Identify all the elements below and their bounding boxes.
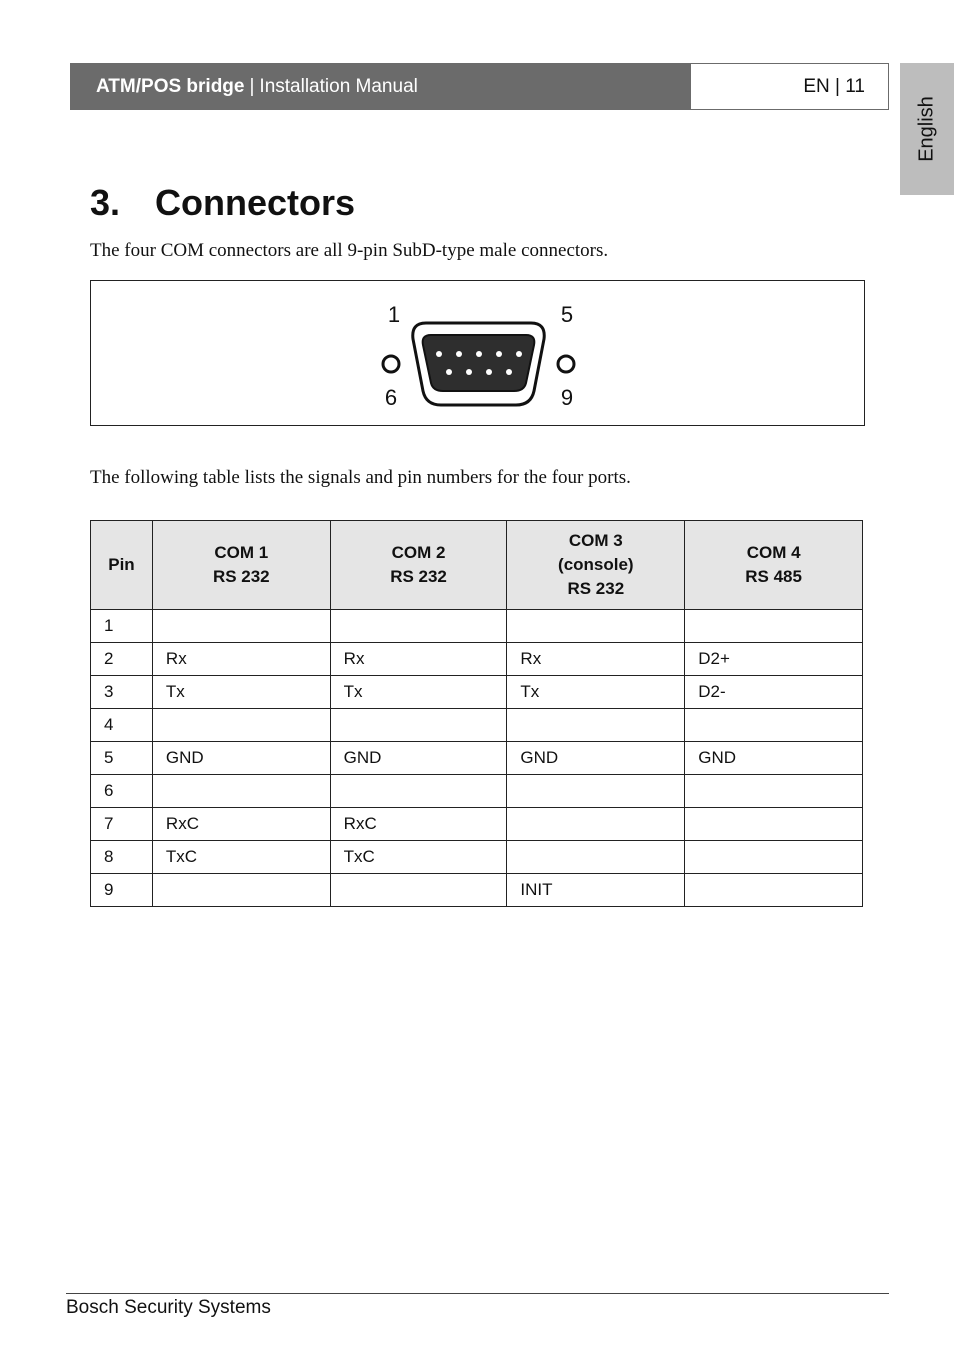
table-cell: D2+ bbox=[685, 643, 863, 676]
table-cell bbox=[507, 841, 685, 874]
table-cell bbox=[685, 709, 863, 742]
table-cell: TxC bbox=[152, 841, 330, 874]
table-cell bbox=[507, 775, 685, 808]
section-title-text: Connectors bbox=[155, 182, 356, 223]
table-cell bbox=[685, 841, 863, 874]
pin-4 bbox=[496, 351, 502, 357]
pin-8 bbox=[486, 369, 492, 375]
header-com1: COM 1 RS 232 bbox=[152, 521, 330, 610]
table-row bbox=[91, 643, 863, 676]
table-row bbox=[91, 709, 863, 742]
table-cell: RxC bbox=[152, 808, 330, 841]
mounting-hole-right bbox=[558, 356, 574, 372]
pin-label-9: 9 bbox=[560, 385, 574, 410]
header-com3: COM 3 (console) RS 232 bbox=[507, 521, 685, 610]
pin-5 bbox=[516, 351, 522, 357]
pin-label-5: 5 bbox=[560, 302, 574, 327]
pin-3 bbox=[476, 351, 482, 357]
page-number bbox=[690, 63, 889, 110]
table-cell bbox=[685, 874, 863, 907]
pin-label-6: 6 bbox=[384, 385, 398, 410]
pin-1 bbox=[436, 351, 442, 357]
pin-6 bbox=[446, 369, 452, 375]
section-title bbox=[90, 182, 355, 224]
table-cell bbox=[152, 709, 330, 742]
table-cell bbox=[685, 808, 863, 841]
header-com2: COM 2 RS 232 bbox=[330, 521, 507, 610]
table-cell: Tx bbox=[507, 676, 685, 709]
table-cell: RxC bbox=[330, 808, 507, 841]
manual-name: Installation Manual bbox=[259, 75, 418, 97]
header-com4: COM 4 RS 485 bbox=[685, 521, 863, 610]
mounting-hole-left bbox=[383, 356, 399, 372]
pin-label-1: 1 bbox=[387, 302, 401, 327]
table-cell: 1 bbox=[91, 610, 153, 643]
table-cell: GND bbox=[507, 742, 685, 775]
table-row bbox=[91, 874, 863, 907]
table-cell bbox=[685, 775, 863, 808]
table-row bbox=[91, 775, 863, 808]
footer-company: Bosch Security Systems bbox=[66, 1297, 271, 1318]
table-row bbox=[91, 808, 863, 841]
table-cell: Rx bbox=[330, 643, 507, 676]
table-cell bbox=[152, 610, 330, 643]
table-cell: 2 bbox=[91, 643, 153, 676]
connector-figure bbox=[90, 280, 865, 426]
table-cell: TxC bbox=[330, 841, 507, 874]
table-cell bbox=[507, 808, 685, 841]
table-cell bbox=[507, 709, 685, 742]
table-cell: 7 bbox=[91, 808, 153, 841]
table-cell: 8 bbox=[91, 841, 153, 874]
language-tab bbox=[900, 63, 954, 195]
table-cell: 9 bbox=[91, 874, 153, 907]
table-cell bbox=[330, 775, 507, 808]
table-cell bbox=[507, 610, 685, 643]
table-cell bbox=[330, 709, 507, 742]
db9-connector-diagram bbox=[91, 281, 866, 427]
table-cell: 5 bbox=[91, 742, 153, 775]
table-row bbox=[91, 610, 863, 643]
table-cell bbox=[330, 874, 507, 907]
table-intro-paragraph: The following table lists the signals and pin numbers for the four ports. bbox=[90, 467, 631, 488]
footer-rule bbox=[66, 1293, 889, 1294]
pin-2 bbox=[456, 351, 462, 357]
intro-paragraph: The four COM connectors are all 9-pin SubD-type male connectors. bbox=[90, 240, 609, 261]
pin-signal-table bbox=[90, 520, 863, 907]
pin-7 bbox=[466, 369, 472, 375]
table-cell: Tx bbox=[152, 676, 330, 709]
table-row bbox=[91, 841, 863, 874]
table-cell: INIT bbox=[507, 874, 685, 907]
table-cell: D2- bbox=[685, 676, 863, 709]
product-name: ATM/POS bridge bbox=[96, 75, 245, 97]
pin-9 bbox=[506, 369, 512, 375]
table-cell: Rx bbox=[152, 643, 330, 676]
header-pin: Pin bbox=[91, 521, 153, 610]
table-cell: 4 bbox=[91, 709, 153, 742]
table-cell: GND bbox=[685, 742, 863, 775]
language-tab-label: English bbox=[915, 96, 938, 162]
table-cell bbox=[152, 874, 330, 907]
table-cell: GND bbox=[330, 742, 507, 775]
table-cell bbox=[152, 775, 330, 808]
table-cell: 3 bbox=[91, 676, 153, 709]
header-separator: | bbox=[249, 75, 255, 97]
table-cell bbox=[330, 610, 507, 643]
page-number-text: EN | 11 bbox=[803, 75, 865, 97]
table-cell bbox=[685, 610, 863, 643]
table-cell: GND bbox=[152, 742, 330, 775]
table-row bbox=[91, 742, 863, 775]
running-header bbox=[70, 63, 690, 110]
connector-inner-face bbox=[423, 335, 535, 391]
section-number: 3. bbox=[90, 182, 121, 223]
table-row bbox=[91, 676, 863, 709]
table-cell: Rx bbox=[507, 643, 685, 676]
table-cell: Tx bbox=[330, 676, 507, 709]
table-header-row bbox=[91, 521, 863, 610]
table-cell: 6 bbox=[91, 775, 153, 808]
